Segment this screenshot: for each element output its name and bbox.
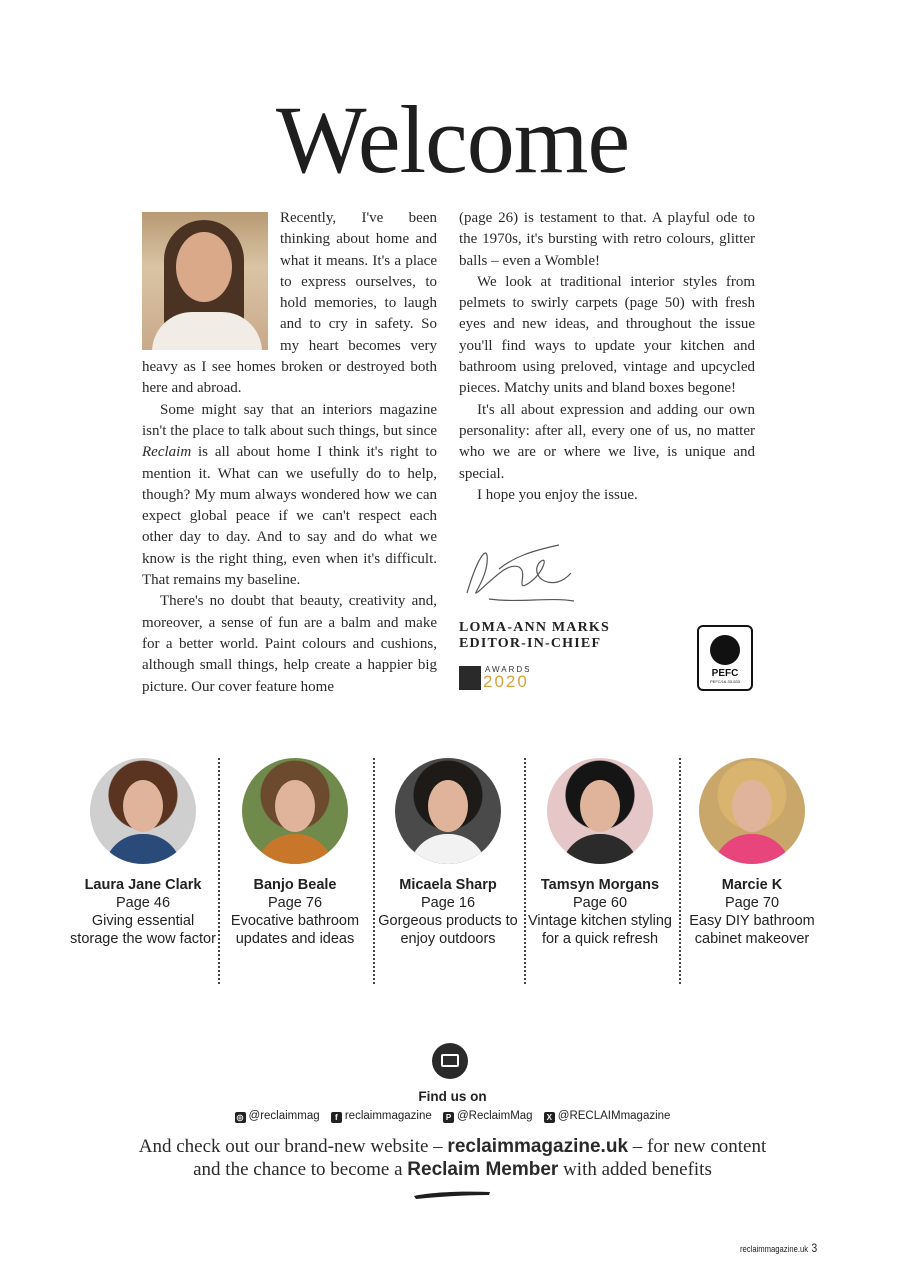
footer-site: reclaimmagazine.uk (740, 1244, 809, 1254)
member-link[interactable]: Reclaim Member (407, 1159, 559, 1180)
brush-stroke-divider (412, 1189, 492, 1199)
contributor-description: Giving essential storage the wow factor (70, 913, 216, 947)
contributor-description: Gorgeous products to enjoy outdoors (378, 913, 518, 947)
facebook-link[interactable]: f reclaimmagazine (331, 1110, 432, 1122)
social-handles (0, 1110, 905, 1123)
page-footer (740, 1241, 817, 1255)
contributor-page: Page 16 (420, 895, 476, 911)
contributor-card (525, 758, 675, 948)
editor-credit (459, 620, 610, 652)
pefc-tree-icon (710, 635, 740, 665)
contributor-name: Tamsyn Morgans (540, 877, 660, 893)
contributor-name: Laura Jane Clark (84, 877, 202, 893)
contributor-avatar (547, 758, 653, 864)
editorial-paragraph: It's all about expression and adding our own personality: after all, every one of us, no matter who we are or where we live, is unique and special. (459, 401, 755, 482)
facebook-icon: f (331, 1112, 342, 1123)
website-link[interactable]: reclaimmagazine.uk (447, 1136, 629, 1157)
contributor-page: Page 60 (572, 895, 628, 911)
editorial-paragraph: There's no doubt that beauty, creativity and, moreover, a sense of fun are a balm and make for a better world. Paint colours and cushions, although small things, help create a happier big picture. Our cover feature home (142, 593, 437, 695)
editorial-paragraph: (page 26) is testament to that. A playful ode to the 1970s, it's bursting with retro colours, glitter balls – even a Womble! (459, 210, 755, 269)
website-promo: And check out our brand-new website – reclaimmagazine.uk – for new content and the chance to become a Reclaim Member with added benefits (138, 1136, 767, 1180)
editorial-left-column (142, 208, 437, 698)
awards-label: AWARDS (485, 665, 532, 674)
contributor-card (677, 758, 827, 948)
contributor-avatar (395, 758, 501, 864)
editor-name: LOMA-ANN MARKS (459, 620, 610, 635)
editorial-right-column (459, 208, 755, 506)
pinterest-link[interactable]: P @ReclaimMag (443, 1110, 533, 1122)
find-us-heading: Find us on (418, 1089, 487, 1104)
contributor-description: Vintage kitchen styling for a quick refresh (527, 913, 673, 947)
pefc-label: PEFC (711, 668, 739, 679)
contributor-card (68, 758, 218, 948)
contributor-name: Banjo Beale (253, 877, 337, 893)
awards-logo (459, 666, 481, 690)
website-icon (432, 1043, 468, 1079)
editorial-paragraph: Some might say that an interiors magazine isn't the place to talk about such things, but since Reclaim is all about home I think it's right to mention it. What can we usefully do to help, though? My mum always wondered how we can expect global peace if we can't respect each other day to day. And to say and do what we know is the right thing, even when it's difficult. That remains my baseline. (142, 401, 437, 589)
editor-role: EDITOR-IN-CHIEF (459, 636, 602, 651)
page-number: 3 (811, 1241, 818, 1255)
x-icon: X (544, 1112, 555, 1123)
editor-signature (459, 533, 579, 607)
contributor-page: Page 76 (267, 895, 323, 911)
contributor-name: Micaela Sharp (399, 877, 497, 893)
editorial-paragraph: We look at traditional interior styles from pelmets to swirly carpets (page 50) with fresh eyes and new ideas, and throughout the issue you'll find ways to update your kitchen and bathroom using preloved, vintage and upcycled pieces. Matchy units and bland boxes begone! (459, 273, 755, 397)
x-link[interactable]: X @RECLAIMmagazine (544, 1110, 671, 1122)
contributor-avatar (242, 758, 348, 864)
editor-photo (142, 212, 268, 350)
contributor-name: Marcie K (721, 877, 783, 893)
editorial-paragraph: I hope you enjoy the issue. (477, 486, 638, 503)
pefc-code: PEFC/16-33-533 (709, 679, 740, 684)
contributor-avatar (90, 758, 196, 864)
instagram-link[interactable]: ◎ @reclaimmag (236, 1110, 320, 1122)
awards-year: 2020 (483, 672, 529, 691)
contributor-description: Evocative bathroom updates and ideas (230, 913, 360, 947)
contributor-card (220, 758, 370, 948)
page-title: Welcome (275, 86, 630, 193)
contributor-page: Page 70 (724, 895, 780, 911)
contributor-page: Page 46 (115, 895, 171, 911)
instagram-icon: ◎ (235, 1112, 246, 1123)
awards-badge (459, 664, 533, 692)
pefc-badge (697, 625, 753, 691)
contributor-avatar (699, 758, 805, 864)
editorial-paragraph: Recently, I've been thinking about home and what it means. It's a place to express ourselves, to hold memories, to laugh and to cry in safety. So my heart becomes very heavy as I see homes broken or destroyed both here and abroad. (142, 210, 437, 397)
pinterest-icon: P (443, 1112, 454, 1123)
contributor-description: Easy DIY bathroom cabinet makeover (689, 913, 815, 947)
contributor-card (373, 758, 523, 948)
